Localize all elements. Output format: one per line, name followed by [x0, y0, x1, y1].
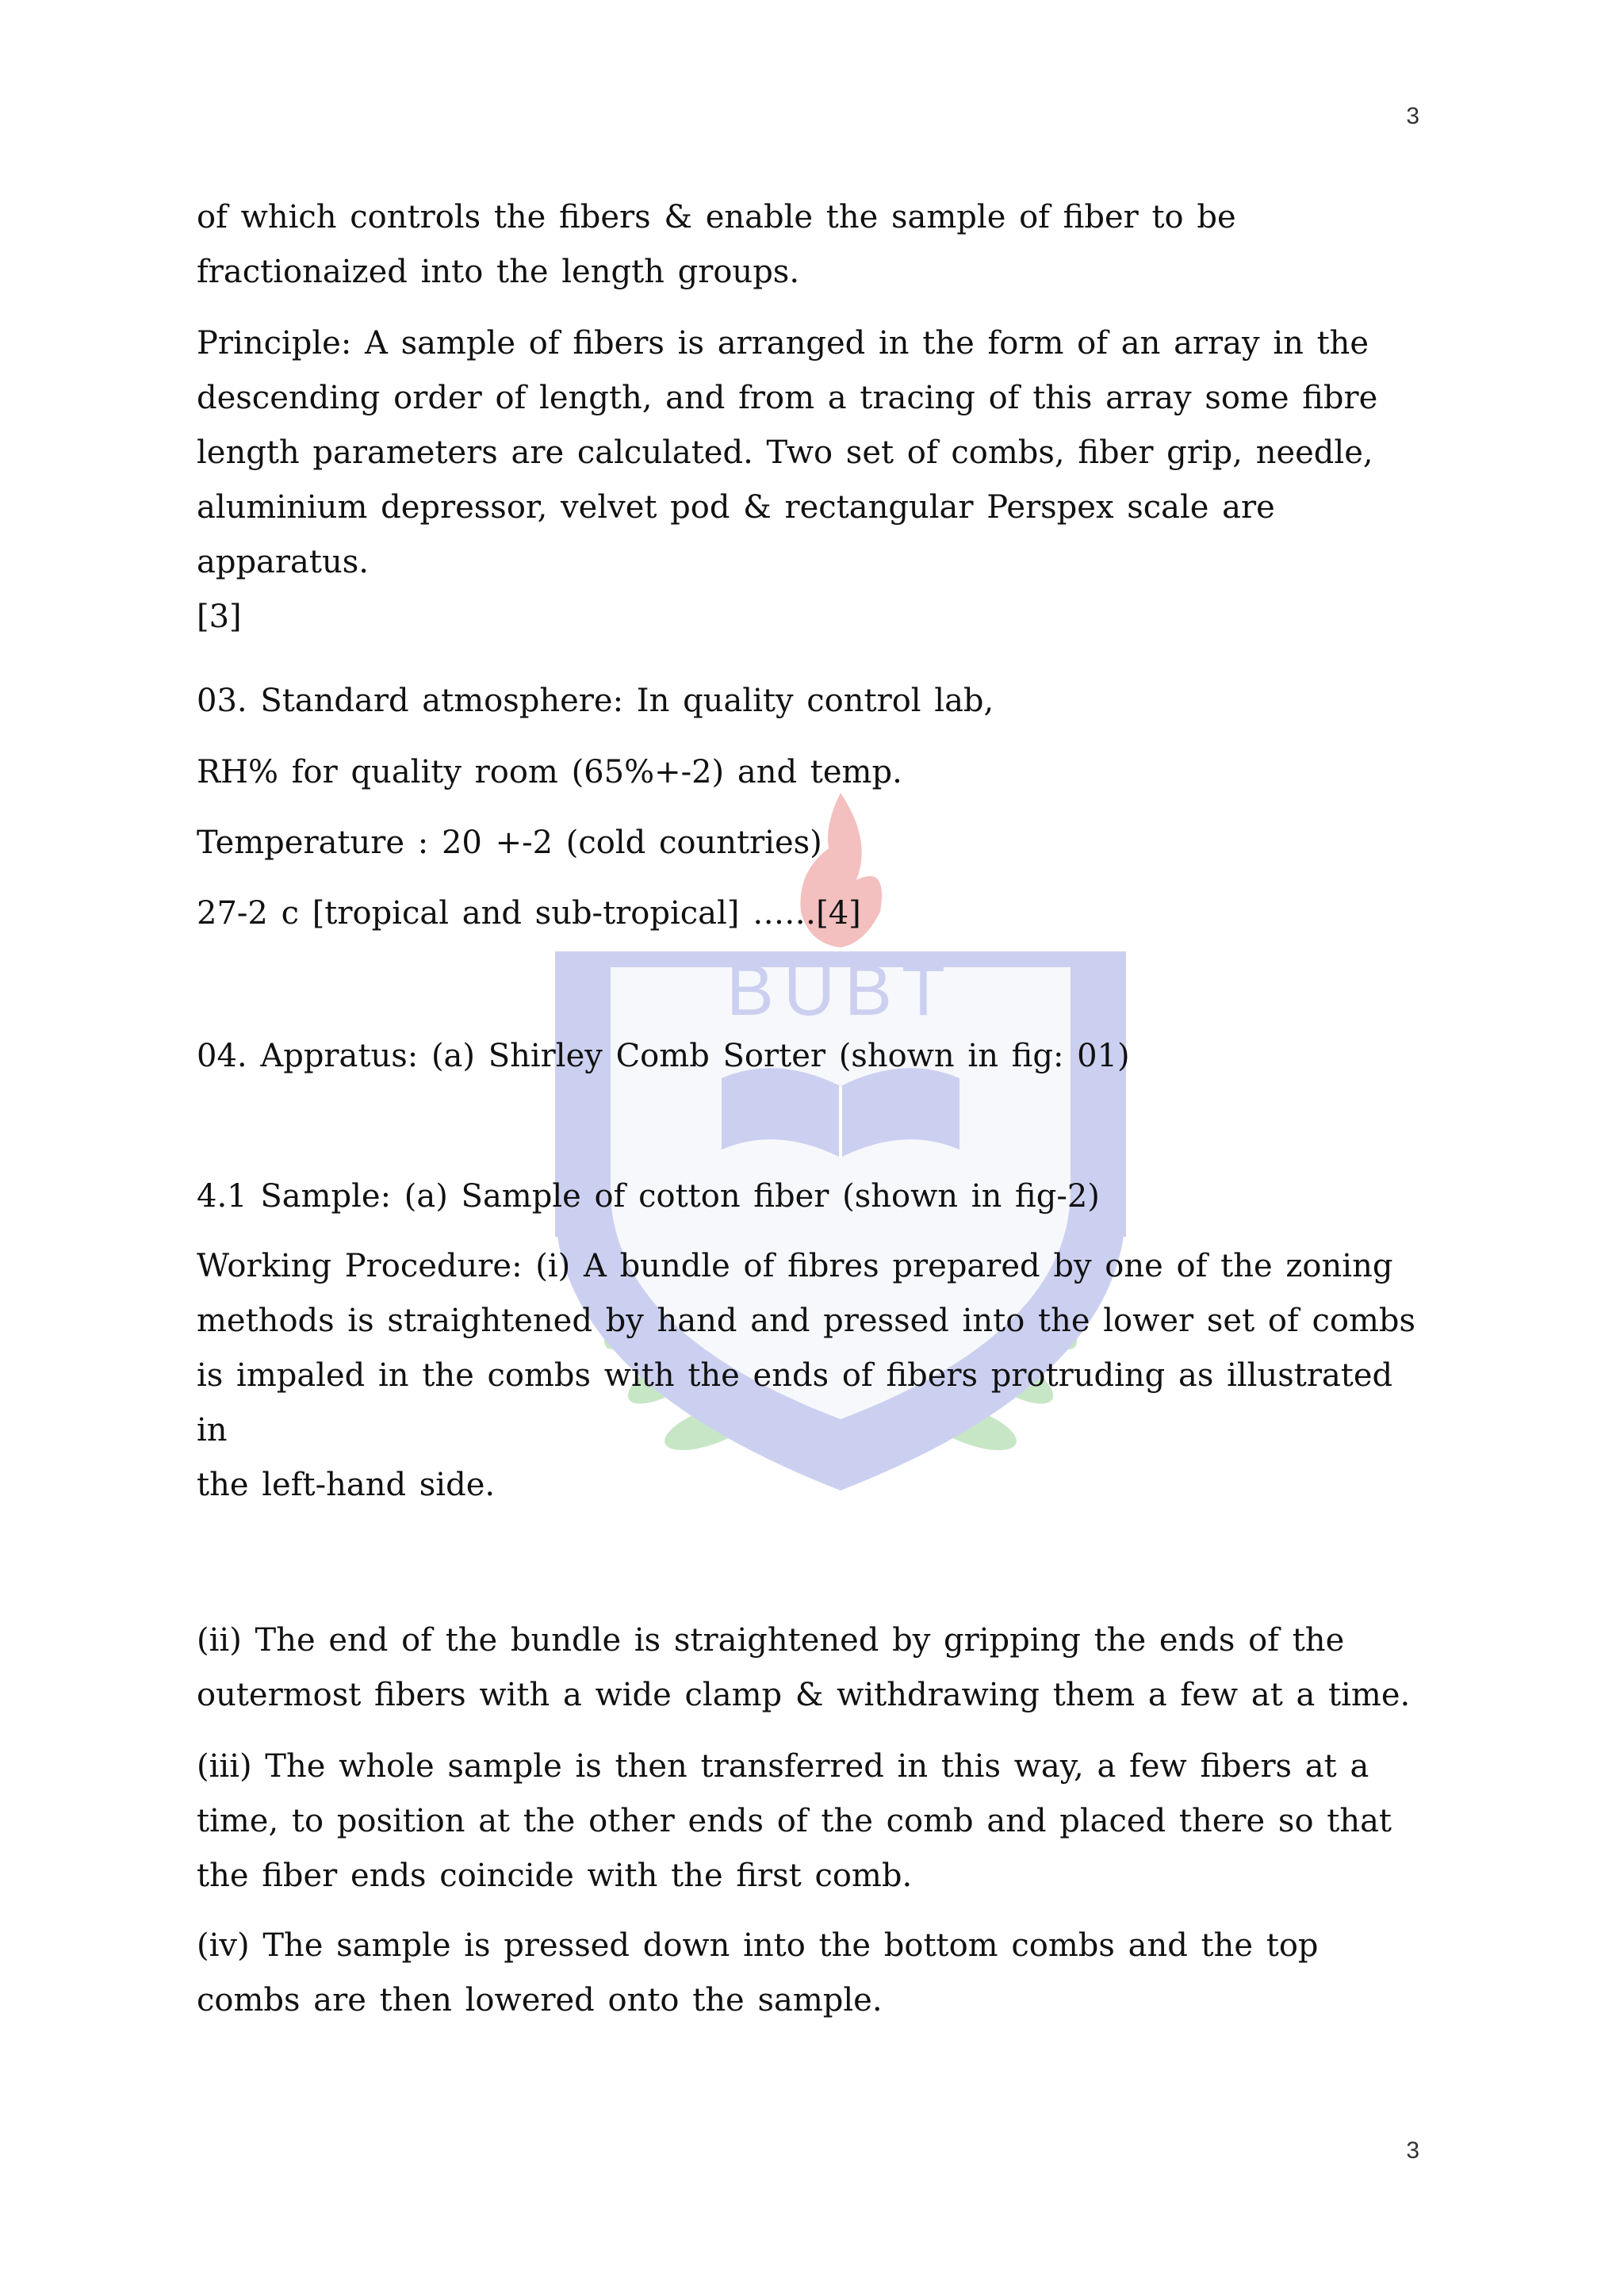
watermark-text: BUBT — [726, 951, 956, 1031]
paragraph-step-ii: (ii) The end of the bundle is straightened by gripping the ends of the outermost fibers with a wide clamp & withdrawing them a few at a time. — [197, 1622, 1411, 1713]
paragraph-working-procedure: Working Procedure: (i) A bundle of fibres prepared by one of the zoning methods is straightened by hand and pressed into the lower set of combs is impaled in the combs with the ends of fibers protruding as illustrated in the left-hand side. — [197, 1248, 1416, 1503]
page-number-bottom: 3 — [1406, 2137, 1419, 2164]
paragraph-standard-atmosphere: 03. Standard atmosphere: In quality control lab, — [197, 683, 994, 719]
paragraph-step-iii: (iii) The whole sample is then transferred in this way, a few fibers at a time, to position at the other ends of the comb and placed there so that the fiber ends coincide with the first comb. — [197, 1748, 1392, 1894]
paragraph-principle: Principle: A sample of fibers is arranged in the form of an array in the descending order of length, and from a tracing of this array some fibre length parameters are calculated. Two set of combs, fiber grip, needle, aluminium depressor, velvet pod & rectangular Perspex scale are apparatus. [3] — [197, 325, 1378, 635]
paragraph-sample: 4.1 Sample: (a) Sample of cotton fiber (shown in fig-2) — [197, 1178, 1100, 1215]
paragraph-intro: of which controls the fibers & enable the sample of fiber to be fractionaized into the length groups. — [197, 199, 1236, 290]
paragraph-apparatus: 04. Appratus: (a) Shirley Comb Sorter (shown in fig: 01) — [197, 1038, 1130, 1074]
paragraph-tropical: 27-2 c [tropical and sub-tropical] ……[4] — [197, 895, 861, 932]
paragraph-rh: RH% for quality room (65%+-2) and temp. — [197, 754, 902, 790]
paragraph-temperature: Temperature : 20 +-2 (cold countries) — [197, 825, 822, 861]
paragraph-step-iv: (iv) The sample is pressed down into the bottom combs and the top combs are then lowered onto the sample. — [197, 1927, 1319, 2019]
page-number-top: 3 — [1406, 103, 1419, 129]
